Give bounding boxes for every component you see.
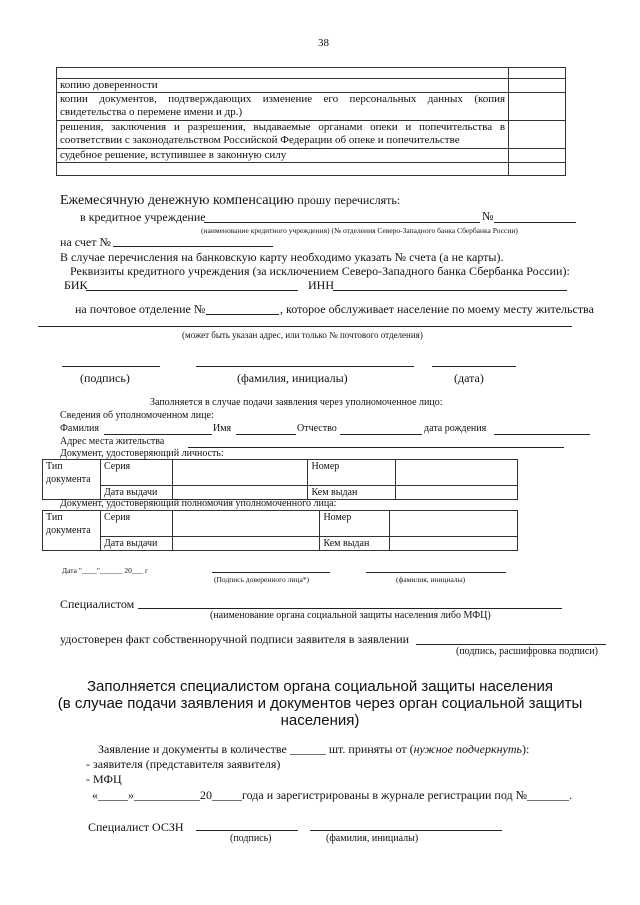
number-label: Номер: [320, 511, 390, 537]
series-field[interactable]: [172, 511, 320, 537]
patronymic-field[interactable]: [340, 434, 422, 435]
ossn-heading-line-3: населения): [280, 712, 360, 729]
table-cell: [509, 121, 566, 149]
series-label: Серия: [100, 511, 172, 537]
number-field[interactable]: [396, 460, 518, 486]
residence-field[interactable]: [188, 447, 564, 448]
issue-date-label: Дата выдачи: [100, 537, 172, 551]
inn-field[interactable]: [333, 290, 567, 291]
table-row: решения, заключения и разрешения, выдаваемые органами опеки и попечительства в соответствии с законодательством Российской Федерации об опеке и попечительстве: [57, 121, 509, 149]
representative-heading: Заполняется в случае подачи заявления через уполномоченное лицо:: [150, 397, 443, 408]
table-cell: [509, 163, 566, 176]
compensation-heading: Ежемесячную денежную компенсацию прошу перечислять:: [60, 193, 401, 208]
option-applicant[interactable]: - заявителя (представителя заявителя): [86, 757, 281, 771]
identity-doc-table: [42, 459, 518, 500]
signature-caption: (подпись): [80, 371, 130, 385]
ossn-specialist-label: Специалист ОСЗН: [88, 820, 184, 834]
ossn-signature-field[interactable]: [196, 830, 298, 831]
trustee-signature-caption: (Подпись доверенного лица*): [214, 575, 310, 584]
trustee-name-field[interactable]: [366, 572, 506, 573]
account-field[interactable]: [113, 246, 273, 247]
address-field[interactable]: [38, 326, 572, 327]
birth-date-field[interactable]: [494, 434, 590, 435]
identity-doc-label: Документ, удостоверяющий личность:: [60, 448, 224, 459]
number-field[interactable]: [390, 511, 518, 537]
table-row: копию доверенности: [57, 79, 509, 93]
credit-institution-field[interactable]: [204, 222, 480, 223]
address-hint: (может быть указан адрес, или только № почтового отделения): [182, 330, 423, 340]
doc-type-label: Тип документа: [43, 511, 101, 551]
accepted-text: Заявление и документы в количестве ______ шт. приняты от (нужное подчеркнуть):: [98, 742, 530, 756]
birth-date-label: дата рождения: [424, 423, 487, 434]
number-sign: №: [482, 209, 494, 223]
bik-label: БИК: [64, 278, 88, 292]
post-office-label: на почтовое отделение №: [75, 302, 206, 316]
ossn-name-caption: (фамилия, инициалы): [326, 833, 419, 844]
authority-doc-table: [42, 510, 518, 551]
credit-institution-hint: (наименование кредитного учреждения) (№ отделения Северо-Западного банка Сбербанка России): [201, 226, 518, 235]
bik-field[interactable]: [86, 290, 298, 291]
ossn-heading-line-2: (в случае подачи заявления и документов через орган социальной защиты: [57, 695, 583, 712]
table-cell: [57, 68, 509, 79]
first-name-field[interactable]: [236, 434, 296, 435]
specialist-hint: (наименование органа социальной защиты населения либо МФЦ): [210, 610, 491, 621]
certified-hint: (подпись, расшифровка подписи): [456, 646, 598, 657]
page-number: 38: [318, 37, 329, 49]
issued-by-label: Кем выдан: [320, 537, 390, 551]
table-cell: [509, 149, 566, 163]
table-row: судебное решение, вступившее в законную силу: [57, 149, 509, 163]
patronymic-label: Отчество: [297, 423, 337, 434]
surname-field[interactable]: [104, 434, 212, 435]
date-field[interactable]: [432, 366, 516, 367]
credit-institution-label: в кредитное учреждение: [80, 210, 206, 224]
specialist-label: Специалистом: [60, 597, 135, 611]
series-field[interactable]: [172, 460, 308, 486]
certified-text: удостоверен факт собственноручной подписи заявителя в заявлении: [60, 632, 410, 646]
table-cell: [509, 68, 566, 79]
issued-by-field[interactable]: [390, 537, 518, 551]
representative-info: Сведения об уполномоченном лице:: [60, 410, 214, 421]
table-cell: [57, 163, 509, 176]
name-field[interactable]: [196, 366, 414, 367]
surname-label: Фамилия: [60, 423, 99, 434]
trustee-signature-field[interactable]: [212, 572, 330, 573]
ossn-name-field[interactable]: [310, 830, 502, 831]
authority-doc-label: Документ, удостоверяющий полномочия уполномоченного лица:: [60, 498, 337, 509]
name-caption: (фамилия, инициалы): [237, 371, 348, 385]
issued-by-label: Кем выдан: [308, 486, 396, 500]
address-label: Адрес места жительства: [60, 436, 165, 447]
specialist-field[interactable]: [138, 608, 562, 609]
post-office-suffix: , которое обслуживает население по моему месту жительства: [280, 302, 594, 316]
table-cell: [509, 79, 566, 93]
card-note: В случае перечисления на банковскую карту необходимо указать № счета (а не карты).: [60, 250, 504, 264]
registration-line: «_____»___________20_____года и зарегистрированы в журнале регистрации под №_______.: [92, 788, 573, 802]
signature-field[interactable]: [62, 366, 160, 367]
table-cell: [509, 93, 566, 121]
first-name-label: Имя: [213, 423, 232, 434]
date-caption: (дата): [454, 371, 484, 385]
inn-label: ИНН: [308, 278, 334, 292]
series-label: Серия: [100, 460, 172, 486]
requisites-note: Реквизиты кредитного учреждения (за исключением Северо-Западного банка Сбербанка России):: [70, 264, 570, 278]
branch-number-field[interactable]: [494, 222, 576, 223]
trustee-name-caption: (фамилия, инициалы): [396, 575, 466, 584]
ossn-heading-line-1: Заполняется специалистом органа социальной защиты населения: [86, 678, 554, 695]
issue-date-field[interactable]: [172, 537, 320, 551]
post-office-field[interactable]: [206, 314, 279, 315]
account-label: на счет №: [60, 235, 111, 249]
option-mfc[interactable]: - МФЦ: [86, 772, 122, 786]
documents-table: [56, 67, 566, 176]
ossn-signature-caption: (подпись): [230, 833, 272, 844]
issue-date-label: Дата выдачи: [100, 486, 172, 500]
issued-by-field[interactable]: [396, 486, 518, 500]
number-label: Номер: [308, 460, 396, 486]
doc-type-label: Тип документа: [43, 460, 101, 500]
certified-signature-field[interactable]: [416, 644, 606, 645]
trustee-date: Дата "____"______ 20___ г: [62, 566, 149, 575]
table-row: копии документов, подтверждающих изменение его персональных данных (копия свидетельства о перемене имени и др.): [57, 93, 509, 121]
